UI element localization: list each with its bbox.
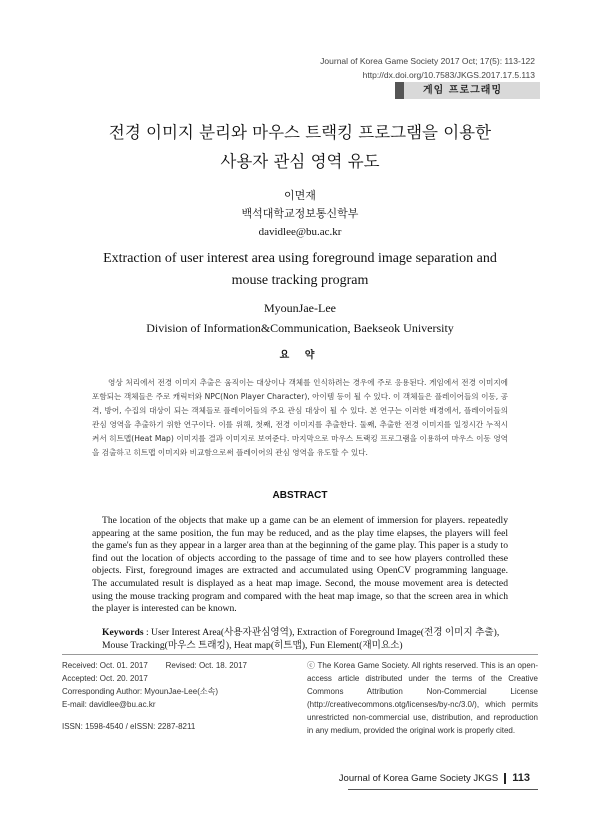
- abstract-korean-heading: 요 약: [279, 350, 321, 361]
- received-date: Received: Oct. 01. 2017: [62, 661, 148, 670]
- title-korean: [60, 118, 540, 176]
- article-info: [62, 659, 292, 733]
- corresponding-author: Corresponding Author: MyounJae-Lee(소속): [62, 687, 218, 696]
- license-notice: ⓒ The Korea Game Society. All rights reserved. This is an open-access article distributed under the terms of the Creative Commons Attribution Non-Commercial License (http://creativecommons.otg/licenses/by-nc/3.0/), which permits unrestricted non-commercial use, distribution, and reproduction in any medium, provided the original work is properly cited.: [307, 661, 538, 735]
- revised-date: Revised: Oct. 18. 2017: [165, 661, 247, 670]
- author-email[interactable]: davidlee@bu.ac.kr: [258, 226, 342, 238]
- abstract-korean-body: 영상 처리에서 전경 이미지 추출은 움직이는 대상이나 객체를 인식하려는 경우에 주로 응용된다. 게임에서 전경 이미지에 포함되는 객체들은 주로 캐릭터와 NPC(Non Player Character), 아이템 등이 될 수 있다. 이 객체들은 플레이어들의 이동, 공격, 방어, 수집의 대상이 되는 객체들로 플레이어들의 주요 관심 대상이 될 수 있다. 본 연구는 이러한 배경에서, 플레이어들의 관심 영역을 추출하기 위한 연구이다. 이를 위해, 첫째, 전경 이미지를 추출한다. 둘째, 추출한 전경 이미지를 일정시간 누적시켜서 히트맵(Heat Map) 이미지를 결과 이미지로 보여준다. 마지막으로 마우스 트랙킹 프로그램을 이용하여 마우스 이동 영역을 검출하고 히트맵 이미지와 비교함으로써 플레이어의 관심 영역을 유도할 수 있다.: [92, 378, 508, 457]
- page-number: 113: [512, 772, 530, 784]
- keywords-label: Keywords: [102, 627, 144, 638]
- issn: ISSN: 1598-4540 / eISSN: 2287-8211: [62, 722, 196, 731]
- category-accent: [395, 82, 404, 99]
- author-affiliation-korean: 백석대학교정보통신학부: [241, 208, 359, 220]
- abstract-korean: [92, 376, 508, 460]
- journal-citation: Journal of Korea Game Society 2017 Oct; 17(5): 113-122: [320, 56, 535, 66]
- author-block-english: [60, 298, 540, 338]
- category-label: 게임 프로그래밍: [423, 85, 503, 96]
- title-english-line1: Extraction of user interest area using foreground image separation and: [103, 251, 497, 266]
- abstract-english-heading: ABSTRACT: [272, 490, 328, 501]
- page-footer: [339, 772, 530, 784]
- title-english-line2: mouse tracking program: [231, 273, 369, 288]
- keywords-text: : User Interest Area(사용자관심영역), Extraction of Foreground Image(전경 이미지 추출), Mouse Tracking(마우스 트래킹), Heat map(히트맵), Fun Element(재미요소): [102, 627, 500, 651]
- dates-row: [62, 659, 292, 672]
- footer-rule: [348, 789, 538, 790]
- abstract-english-body: The location of the objects that make up a game can be an element of immersion for players. repeatedly appearing at the same position, the fun may be reduced, and as the play time elapses, the players will feel the game's fun as they appear in a larger area than at the beginning of the game play. This paper is a study to find out the location of objects according to the passage of time and to see how players controlled these objects. First, foreground images are extracted and accumulated using OpenCV programming language. The accumulated result is displayed as a heat map image. Second, the mouse movement area is detected using the mouse tracking program and compared with the heat map image, so that the screen area in which the player is interested can be known.: [92, 515, 508, 615]
- journal-citation-block: [320, 54, 535, 82]
- title-korean-line2: 사용자 관심 영역 유도: [220, 152, 380, 171]
- author-name-english: MyounJae-Lee: [264, 301, 336, 315]
- keywords-block: [102, 627, 508, 652]
- author-affiliation-english: Division of Information&Communication, Baekseok University: [146, 321, 454, 335]
- footer-separator: [504, 773, 506, 784]
- author-block-korean: [100, 187, 500, 241]
- category-banner: [395, 82, 540, 99]
- accepted-date: Accepted: Oct. 20. 2017: [62, 674, 148, 683]
- title-korean-line1: 전경 이미지 분리와 마우스 트랙킹 프로그램을 이용한: [108, 123, 492, 142]
- section-divider: [62, 654, 538, 655]
- abstract-english: [92, 515, 508, 616]
- title-english: [70, 248, 530, 292]
- footer-journal-name: Journal of Korea Game Society JKGS: [338, 773, 499, 784]
- author-name-korean: 이면재: [284, 190, 316, 202]
- doi-link[interactable]: http://dx.doi.org/10.7583/JKGS.2017.17.5.113: [362, 70, 535, 80]
- contact-email[interactable]: E-mail: davidlee@bu.ac.kr: [62, 700, 156, 709]
